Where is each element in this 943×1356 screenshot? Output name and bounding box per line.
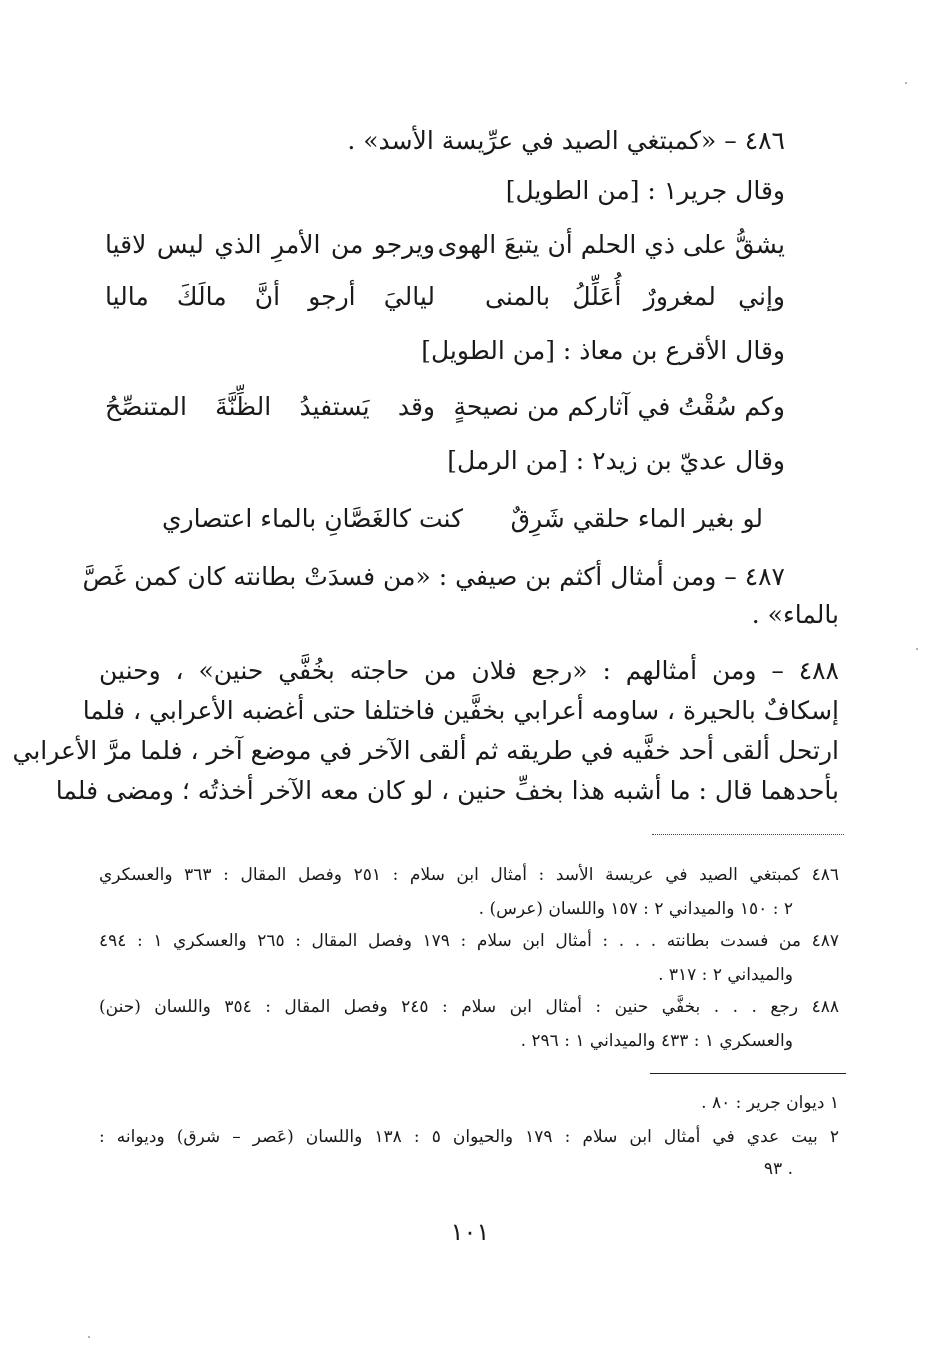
source-note-line: والعسكري ١ : ٤٣٣ والميداني ١ : ٢٩٦ . bbox=[520, 1031, 793, 1051]
footnote-separator bbox=[650, 1073, 846, 1074]
source-note-line: ٤٨٨ رجع . . . بخفَّي حنين : أمثال ابن سلام : ٢٤٥ وفصل المقال : ٣٥٤ واللسان (حنن) bbox=[99, 997, 839, 1017]
footnote-line: ٢ بيت عدي في أمثال ابن سلام : ١٧٩ والحيوان ٥ : ١٣٨ واللسان (عَصر – شرق) وديوانه : bbox=[99, 1127, 839, 1147]
source-note-line: ٢ : ١٥٠ والميداني ٢ : ١٥٧ واللسان (عرس) . bbox=[478, 899, 793, 919]
hemistich-first: وكم سُقْتُ في آثاركم من نصيحةٍ bbox=[453, 392, 785, 421]
page-number: ١٠١ bbox=[450, 1218, 490, 1246]
hemistich-first: وإني لمغرورٌ أُعَلِّلُ بالمنى bbox=[485, 282, 785, 311]
verse-intro-aqra: وقال الأقرع بن معاذ : [من الطويل] bbox=[421, 336, 785, 365]
proverb-488-line: ٤٨٨ – ومن أمثالهم : «رجع فلان من حاجته بخُفَّي حنين» ، وحنين bbox=[99, 656, 839, 685]
verse-jarir-2 bbox=[105, 280, 785, 314]
footnote-line: . ٩٣ bbox=[763, 1159, 793, 1179]
hemistich-second: وقد يَستفيدُ الظِّنَّةَ المتنصِّحُ bbox=[105, 392, 435, 421]
proverb-487-line: بالماء» . bbox=[751, 600, 839, 629]
dotted-separator bbox=[652, 834, 844, 835]
proverb-488-line: إسكافٌ بالحيرة ، ساومه أعرابي بخفَّين فاختلفا حتى أغضبه الأعرابي ، فلما bbox=[82, 696, 839, 725]
hemistich-first: يشقُّ على ذي الحلم أن يتبعَ الهوى bbox=[437, 230, 785, 259]
source-note-line: ٤٨٧ من فسدت بطانته . . . : أمثال ابن سلام : ١٧٩ وفصل المقال : ٢٦٥ والعسكري ١ : ٤٩٤ bbox=[99, 931, 839, 951]
verse-intro-adi: وقال عديّ بن زيد٢ : [من الرمل] bbox=[447, 446, 785, 475]
verse-intro-jarir: وقال جرير١ : [من الطويل] bbox=[505, 176, 785, 205]
source-note-line: والميداني ٢ : ٣١٧ . bbox=[658, 965, 793, 985]
proverb-487-line: ٤٨٧ – ومن أمثال أكثم بن صيفي : «من فسدَتْ بطانته كان كمن غَصَّ bbox=[82, 562, 785, 591]
scan-speck bbox=[905, 82, 907, 84]
hemistich-second: كنت كالغَصَّانِ بالماء اعتصاري bbox=[161, 504, 463, 533]
scan-speck bbox=[88, 1336, 90, 1338]
hemistich-second: ويرجو من الأمرِ الذي ليس لاقيا bbox=[105, 230, 435, 259]
hemistich-first: لو بغير الماء حلقي شَرِقٌ bbox=[510, 504, 763, 533]
proverb-486-line: ٤٨٦ – «كمبتغي الصيد في عرِّيسة الأسد» . bbox=[347, 126, 785, 155]
proverb-488-line: ارتحل ألقى أحد خفَّيه في طريقه ثم ألقى الآخر في موضع آخر ، فلما مرَّ الأعرابي bbox=[12, 736, 839, 765]
source-note-line: ٤٨٦ كمبتغي الصيد في عريسة الأسد : أمثال ابن سلام : ٢٥١ وفصل المقال : ٣٦٣ والعسكري bbox=[99, 865, 839, 885]
proverb-488-line: بأحدهما قال : ما أشبه هذا بخفِّ حنين ، لو كان معه الآخر أخذتُه ؛ ومضى فلما bbox=[55, 776, 839, 805]
hemistich-second: لياليَ أرجو أنَّ مالَكَ ماليا bbox=[105, 282, 435, 311]
footnote-line: ١ ديوان جرير : ٨٠ . bbox=[701, 1093, 839, 1113]
verse-aqra-1 bbox=[105, 390, 785, 424]
verse-adi-1 bbox=[163, 502, 763, 536]
verse-jarir-1 bbox=[105, 228, 785, 262]
scan-speck bbox=[916, 648, 918, 650]
